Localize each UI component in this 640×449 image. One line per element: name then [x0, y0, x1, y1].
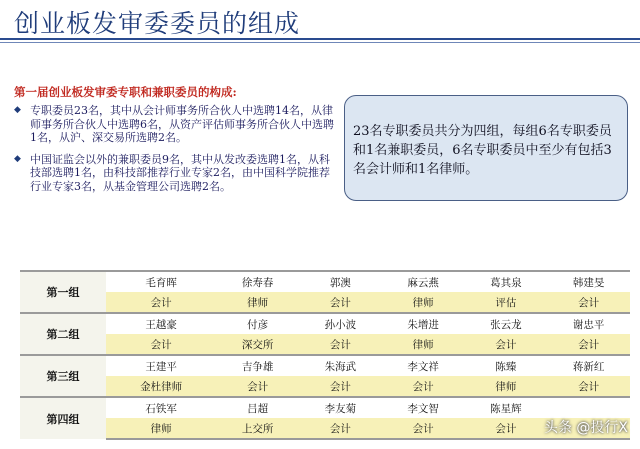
member-name: 李文智 [382, 397, 465, 418]
bullet-item [14, 153, 336, 194]
member-role: 律师 [465, 376, 548, 397]
group-label: 第二组 [20, 313, 106, 355]
member-name [547, 397, 630, 418]
member-role: 律师 [382, 334, 465, 355]
member-name: 吉争雄 [216, 355, 299, 376]
member-role: 律师 [382, 292, 465, 313]
member-name: 付彦 [216, 313, 299, 334]
title-divider [0, 38, 640, 40]
table-row [20, 313, 630, 334]
title-divider-thin [0, 42, 640, 43]
info-callout-box [344, 95, 628, 201]
member-role: 评估 [465, 292, 548, 313]
table-row [20, 334, 630, 355]
member-role: 律师 [106, 418, 216, 439]
member-role: 会计 [547, 376, 630, 397]
member-role: 会计 [106, 334, 216, 355]
slide-title: 创业板发审委委员的组成 [14, 9, 301, 38]
watermark: 头条 @投行X [543, 420, 628, 436]
member-role: 会计 [299, 334, 382, 355]
member-role: 会计 [465, 334, 548, 355]
member-role: 深交所 [216, 334, 299, 355]
member-role: 会计 [382, 418, 465, 439]
member-role: 会计 [547, 292, 630, 313]
member-name: 麻云燕 [382, 271, 465, 292]
table-row [20, 271, 630, 292]
member-role: 律师 [216, 292, 299, 313]
bullet-item [14, 104, 336, 145]
member-name: 李文祥 [382, 355, 465, 376]
table-row [20, 397, 630, 418]
member-name: 王建平 [106, 355, 216, 376]
member-name: 陈星辉 [465, 397, 548, 418]
member-name: 毛育晖 [106, 271, 216, 292]
section-heading: 第一届创业板发审委专职和兼职委员的构成: [14, 85, 237, 99]
member-name: 郭澳 [299, 271, 382, 292]
member-name: 李友菊 [299, 397, 382, 418]
member-role: 会计 [299, 376, 382, 397]
member-name: 吕超 [216, 397, 299, 418]
member-name: 谢忠平 [547, 313, 630, 334]
table-row [20, 292, 630, 313]
member-name: 蒋新红 [547, 355, 630, 376]
group-label: 第一组 [20, 271, 106, 313]
diamond-bullet-icon: ◆ [14, 153, 21, 164]
info-callout-text: 23名专职委员共分为四组，每组6名专职委员和1名兼职委员，6名专职委员中至少有包括3名会计师和1名律师。 [353, 124, 612, 177]
member-name: 徐寿春 [216, 271, 299, 292]
member-role: 会计 [106, 292, 216, 313]
member-role: 会计 [299, 418, 382, 439]
table-row [20, 355, 630, 376]
group-label: 第三组 [20, 355, 106, 397]
group-label: 第四组 [20, 397, 106, 439]
bullet-text: 中国证监会以外的兼职委员9名，其中从发改委选聘1名，从科技部选聘1名，由科技部推荐行业专家2名，由中国科学院推荐行业专家3名，从基金管理公司选聘2名。 [30, 152, 330, 193]
member-role: 金杜律师 [106, 376, 216, 397]
diamond-bullet-icon: ◆ [14, 105, 21, 115]
committee-group-table [20, 270, 630, 440]
member-role: 会计 [216, 376, 299, 397]
member-role: 会计 [382, 376, 465, 397]
bullet-text: 专职委员23名，其中从会计师事务所合伙人中选聘14名，从律师事务所合伙人中选聘6名，从资产评估师事务所合伙人中选聘1名，从沪、深交易所选聘2名。 [30, 104, 334, 145]
member-name: 朱海武 [299, 355, 382, 376]
member-role: 会计 [547, 334, 630, 355]
member-name: 葛其泉 [465, 271, 548, 292]
member-name: 孙小波 [299, 313, 382, 334]
bullet-list [14, 104, 336, 202]
member-name: 张云龙 [465, 313, 548, 334]
member-name: 王越豪 [106, 313, 216, 334]
member-name: 石铁军 [106, 397, 216, 418]
table-row [20, 418, 630, 439]
table-row [20, 376, 630, 397]
member-name: 韩建旻 [547, 271, 630, 292]
member-role: 会计 [465, 418, 548, 439]
member-name: 朱增进 [382, 313, 465, 334]
member-name: 陈臻 [465, 355, 548, 376]
member-role: 会计 [299, 292, 382, 313]
member-role: 上交所 [216, 418, 299, 439]
